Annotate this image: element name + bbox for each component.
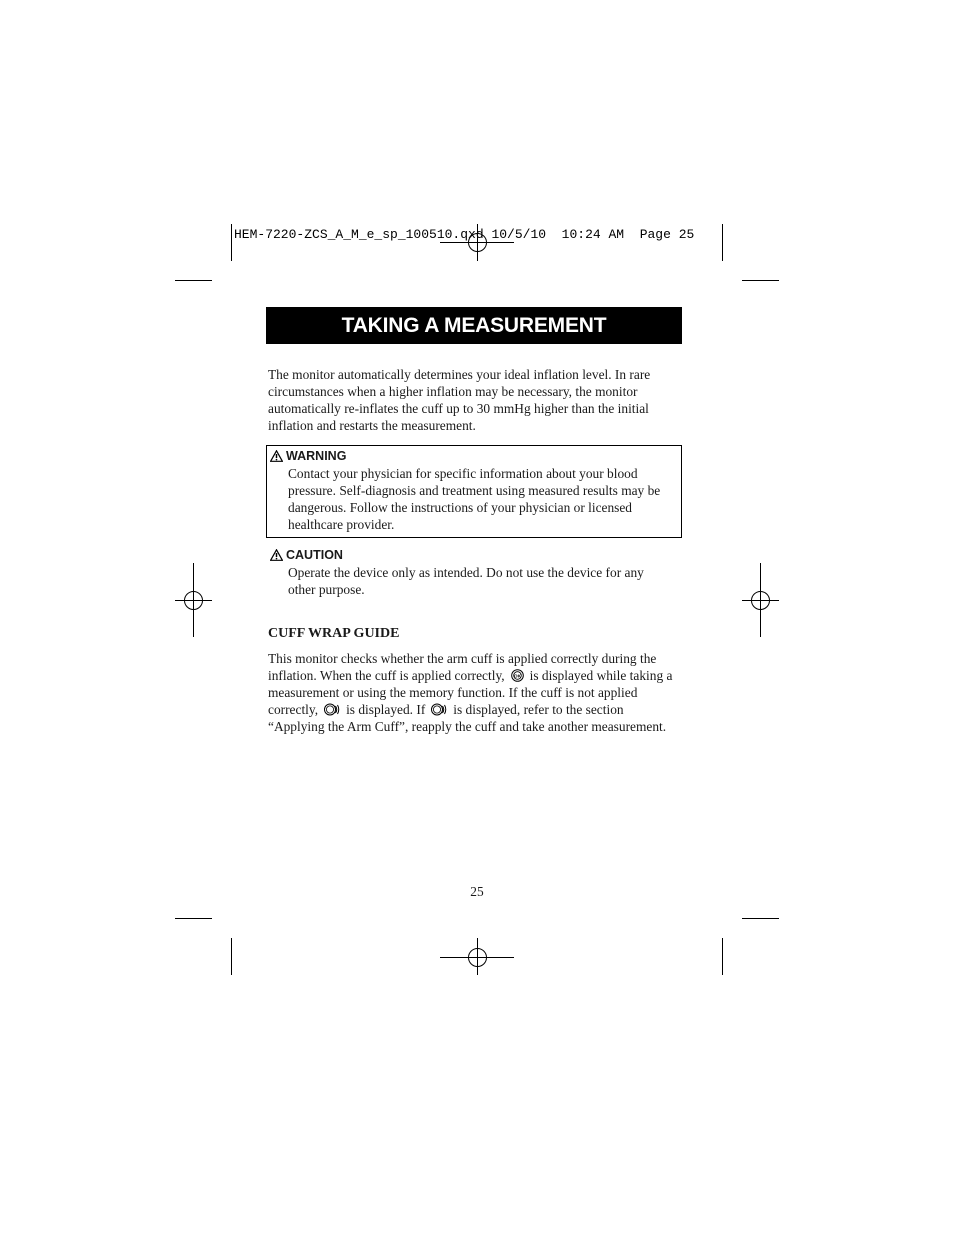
crop-mark-bottom-left-h bbox=[175, 918, 212, 919]
cuff-loose-icon bbox=[324, 703, 340, 716]
cuff-wrap-guide-paragraph bbox=[268, 650, 682, 735]
warning-heading-label: WARNING bbox=[286, 449, 347, 463]
crop-mark-bottom-right-v bbox=[722, 938, 723, 975]
cuff-loose-icon bbox=[431, 703, 447, 716]
warning-body: Contact your physician for specific information about your blood pressure. Self-diagnosis and treatment using measured results may be dangerous. Follow the instructions of your physician or licensed healthcare provider. bbox=[288, 466, 661, 532]
caution-heading bbox=[270, 548, 343, 562]
cuff-text-3: is displayed. If bbox=[346, 702, 426, 717]
crop-mark-top-right-h bbox=[742, 280, 779, 281]
cuff-text-4: is displayed, refer to the section “Applying the Arm Cuff”, reapply the cuff and take another measurement. bbox=[268, 702, 667, 734]
cuff-text-1: This monitor checks whether the arm cuff is applied correctly during the inflation. When the cuff is applied correctly, bbox=[268, 651, 657, 683]
slug-filename: HEM-7220-ZCS_A_M_e_sp_100510.qxd bbox=[234, 227, 484, 242]
print-slug bbox=[234, 227, 694, 242]
warning-triangle-icon bbox=[270, 450, 283, 462]
svg-text:OK: OK bbox=[513, 673, 521, 679]
caution-body: Operate the device only as intended. Do not use the device for any other purpose. bbox=[288, 565, 644, 597]
cuff-wrap-guide-heading: CUFF WRAP GUIDE bbox=[268, 626, 400, 641]
caution-heading-label: CAUTION bbox=[286, 548, 343, 562]
page-number: 25 bbox=[470, 884, 484, 899]
cuff-text-2: is displayed while taking a measurement or using the memory function. If the cuff is not applied correctly, bbox=[268, 668, 673, 717]
slug-page-label: Page 25 bbox=[639, 227, 695, 242]
warning-heading bbox=[270, 449, 346, 463]
crop-mark-top-left-v bbox=[231, 224, 232, 261]
cuff-ok-icon bbox=[511, 669, 524, 682]
page-title: TAKING A MEASUREMENT bbox=[266, 307, 682, 344]
crop-mark-bottom-left-v bbox=[231, 938, 232, 975]
crop-mark-top-right-v bbox=[722, 224, 723, 261]
crop-mark-top-left-h bbox=[175, 280, 212, 281]
slug-date-time: 10/5/10 10:24 AM bbox=[491, 227, 625, 242]
intro-paragraph: The monitor automatically determines your ideal inflation level. In rare circumstances when a higher inflation may be necessary, the monitor automatically re-inflates the cuff up to 30 mmHg higher than the initial inflation and restarts the measurement. bbox=[268, 367, 651, 433]
crop-mark-bottom-right-h bbox=[742, 918, 779, 919]
caution-triangle-icon bbox=[270, 549, 283, 561]
